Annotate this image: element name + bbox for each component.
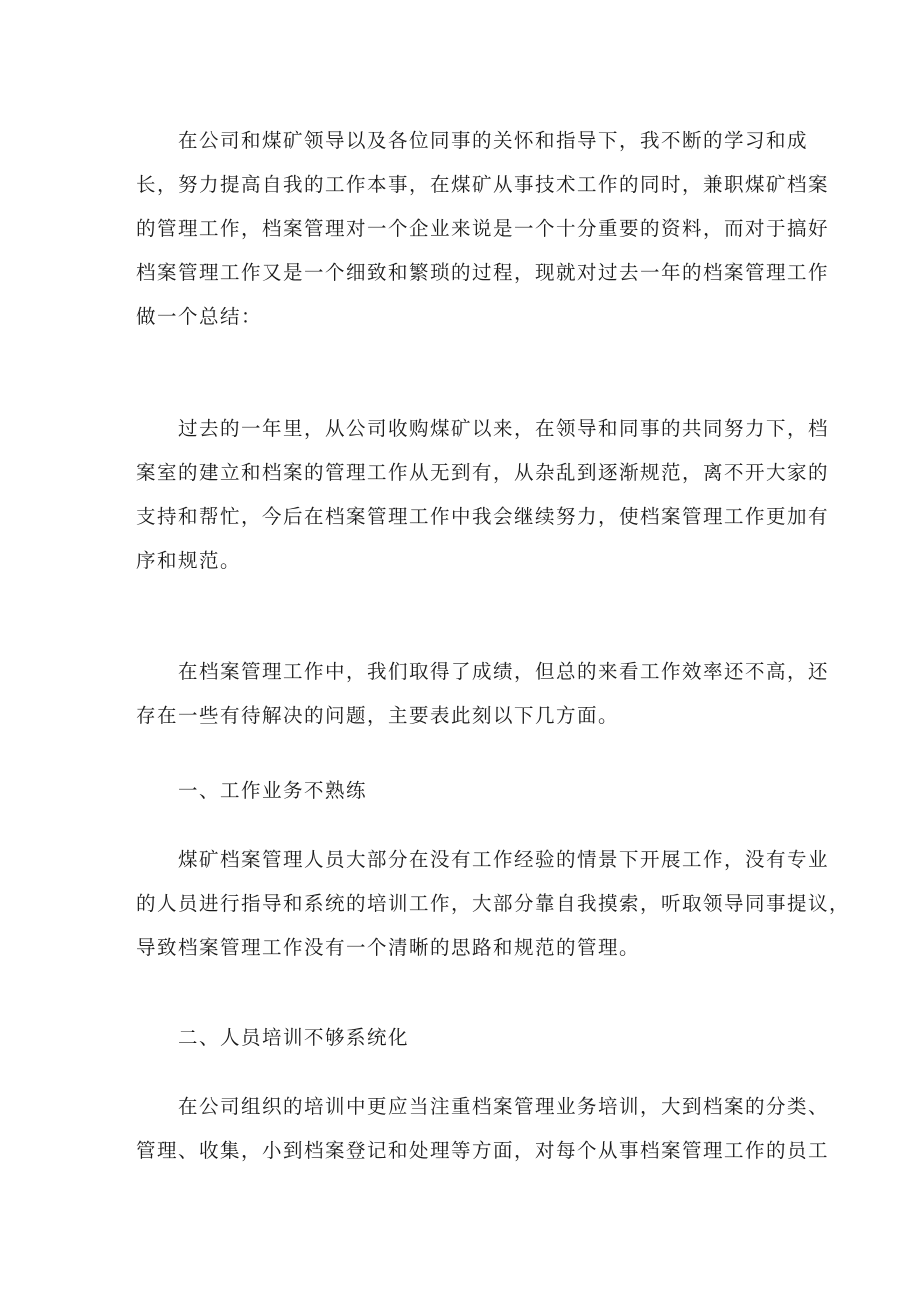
heading-line: 二、人员培训不够系统化: [178, 1026, 410, 1049]
text-line: 存在一些有待解决的问题，主要表此刻以下几方面。: [136, 704, 620, 727]
text-line: 的管理工作，档案管理对一个企业来说是一个十分重要的资料，而对于搞好: [136, 217, 830, 240]
text-line: 做一个总结：: [136, 305, 263, 328]
text-line: 煤矿档案管理人员大部分在没有工作经验的情景下开展工作，没有专业: [178, 848, 830, 871]
text-line: 过去的一年里，从公司收购煤矿以来，在领导和同事的共同努力下，档: [178, 417, 830, 440]
paragraph-section-2: [136, 1085, 830, 1173]
section-heading-2: [136, 1016, 796, 1060]
text-line: 档案管理工作又是一个细致和繁琐的过程，现就对过去一年的档案管理工作: [136, 261, 830, 284]
text-line: 管理、收集，小到档案登记和处理等方面，对每个从事档案管理工作的员工: [136, 1139, 830, 1162]
paragraph-section-1: [136, 838, 851, 970]
text-line: 序和规范。: [136, 549, 242, 572]
text-line: 在公司和煤矿领导以及各位同事的关怀和指导下，我不断的学习和成: [178, 129, 809, 152]
paragraph-intro: [136, 119, 830, 339]
text-line: 长，努力提高自我的工作本事，在煤矿从事技术工作的同时，兼职煤矿档案: [136, 173, 830, 196]
text-line: 导致档案管理工作没有一个清晰的思路和规范的管理。: [136, 936, 641, 959]
text-line: 案室的建立和档案的管理工作从无到有，从杂乱到逐渐规范，离不开大家的: [136, 461, 830, 484]
text-line: 在公司组织的培训中更应当注重档案管理业务培训，大到档案的分类、: [178, 1095, 830, 1118]
text-line: 的人员进行指导和系统的培训工作，大部分靠自我摸索，听取领导同事提议，: [136, 892, 851, 915]
paragraph-problems: [136, 650, 830, 738]
text-line: 在档案管理工作中，我们取得了成绩，但总的来看工作效率还不高，还: [178, 660, 830, 683]
paragraph-past-year: [136, 407, 830, 583]
text-line: 支持和帮忙，今后在档案管理工作中我会继续努力，使档案管理工作更加有: [136, 505, 830, 528]
heading-line: 一、工作业务不熟练: [178, 779, 368, 802]
section-heading-1: [136, 769, 796, 813]
